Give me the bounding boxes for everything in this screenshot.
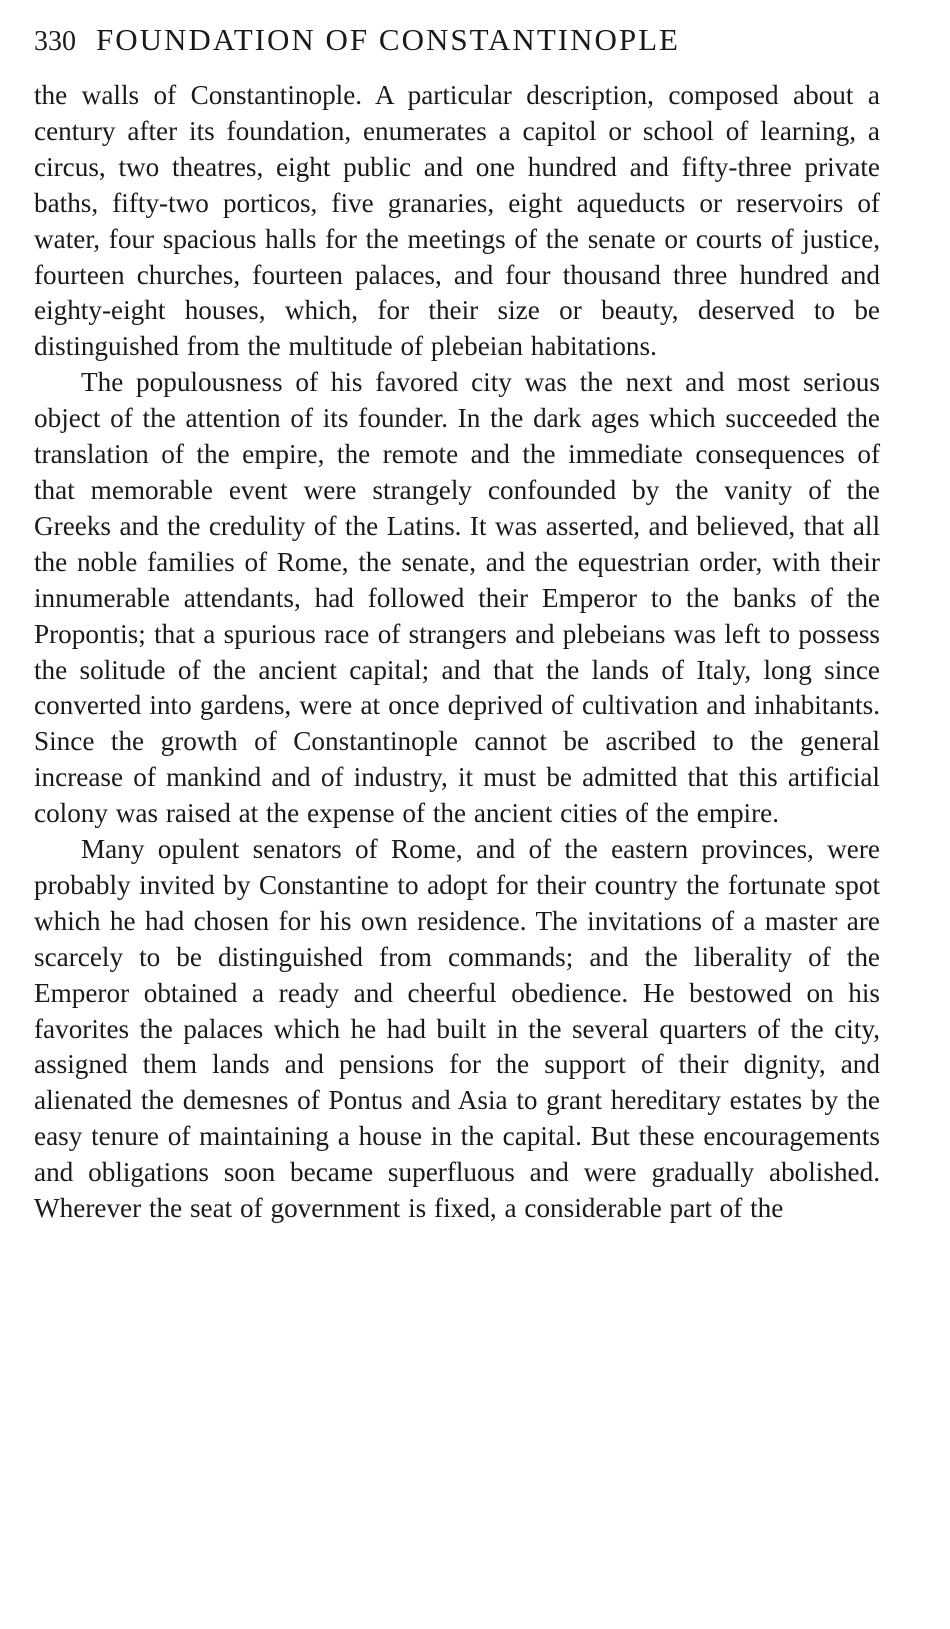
running-head [34, 22, 880, 78]
paragraph-populousness: The populousness of his favored city was the next and most serious object of the attention of its founder. In the dark ages which succeeded the translation of the empire, the remote and the immediate consequences of that memorable event were strangely confounded by the vanity of the Greeks and the credulity of the Latins. It was asserted, and believed, that all the noble families of Rome, the senate, and the equestrian order, with their innumerable attendants, had followed their Emperor to the banks of the Propontis; that a spurious race of strangers and plebeians was left to possess the solitude of the ancient capital; and that the lands of Italy, long since converted into gardens, were at once deprived of cultivation and inhabitants. Since the growth of Constantinople cannot be ascribed to the general increase of mankind and of industry, it must be admitted that this artificial colony was raised at the expense of the ancient cities of the empire. [34, 367, 880, 829]
paragraph-senators: Many opulent senators of Rome, and of the eastern provinces, were probably invited by Constantine to adopt for their country the fortunate spot which he had chosen for his own residence. The invitations of a master are scarcely to be distinguished from commands; and the liberality of the Emperor obtained a ready and cheerful obedience. He bestowed on his favorites the palaces which he had built in the several quarters of the city, assigned them lands and pensions for the support of their dignity, and alienated the demesnes of Pontus and Asia to grant hereditary estates by the easy tenure of maintaining a house in the capital. But these encouragements and obligations soon became superfluous and were gradually abolished. Wherever the seat of government is fixed, a considerable part of the [34, 834, 880, 1224]
running-head-title: FOUNDATION OF CONSTANTINOPLE [96, 22, 680, 57]
paragraph-continued: the walls of Constantinople. A particular description, composed about a century after its foundation, enumerates a capitol or school of learning, a circus, two theatres, eight public and one hundred and fifty-three private baths, fifty-two porticos, five granaries, eight aqueducts or reservoirs of water, four spacious halls for the meetings of the senate or courts of justice, fourteen churches, fourteen palaces, and four thousand three hundred and eighty-eight houses, which, for their size or beauty, deserved to be distinguished from the multitude of plebeian habitations. [34, 80, 880, 362]
page-number: 330 [34, 26, 76, 57]
book-page [34, 22, 880, 1227]
body-text [34, 78, 880, 1227]
